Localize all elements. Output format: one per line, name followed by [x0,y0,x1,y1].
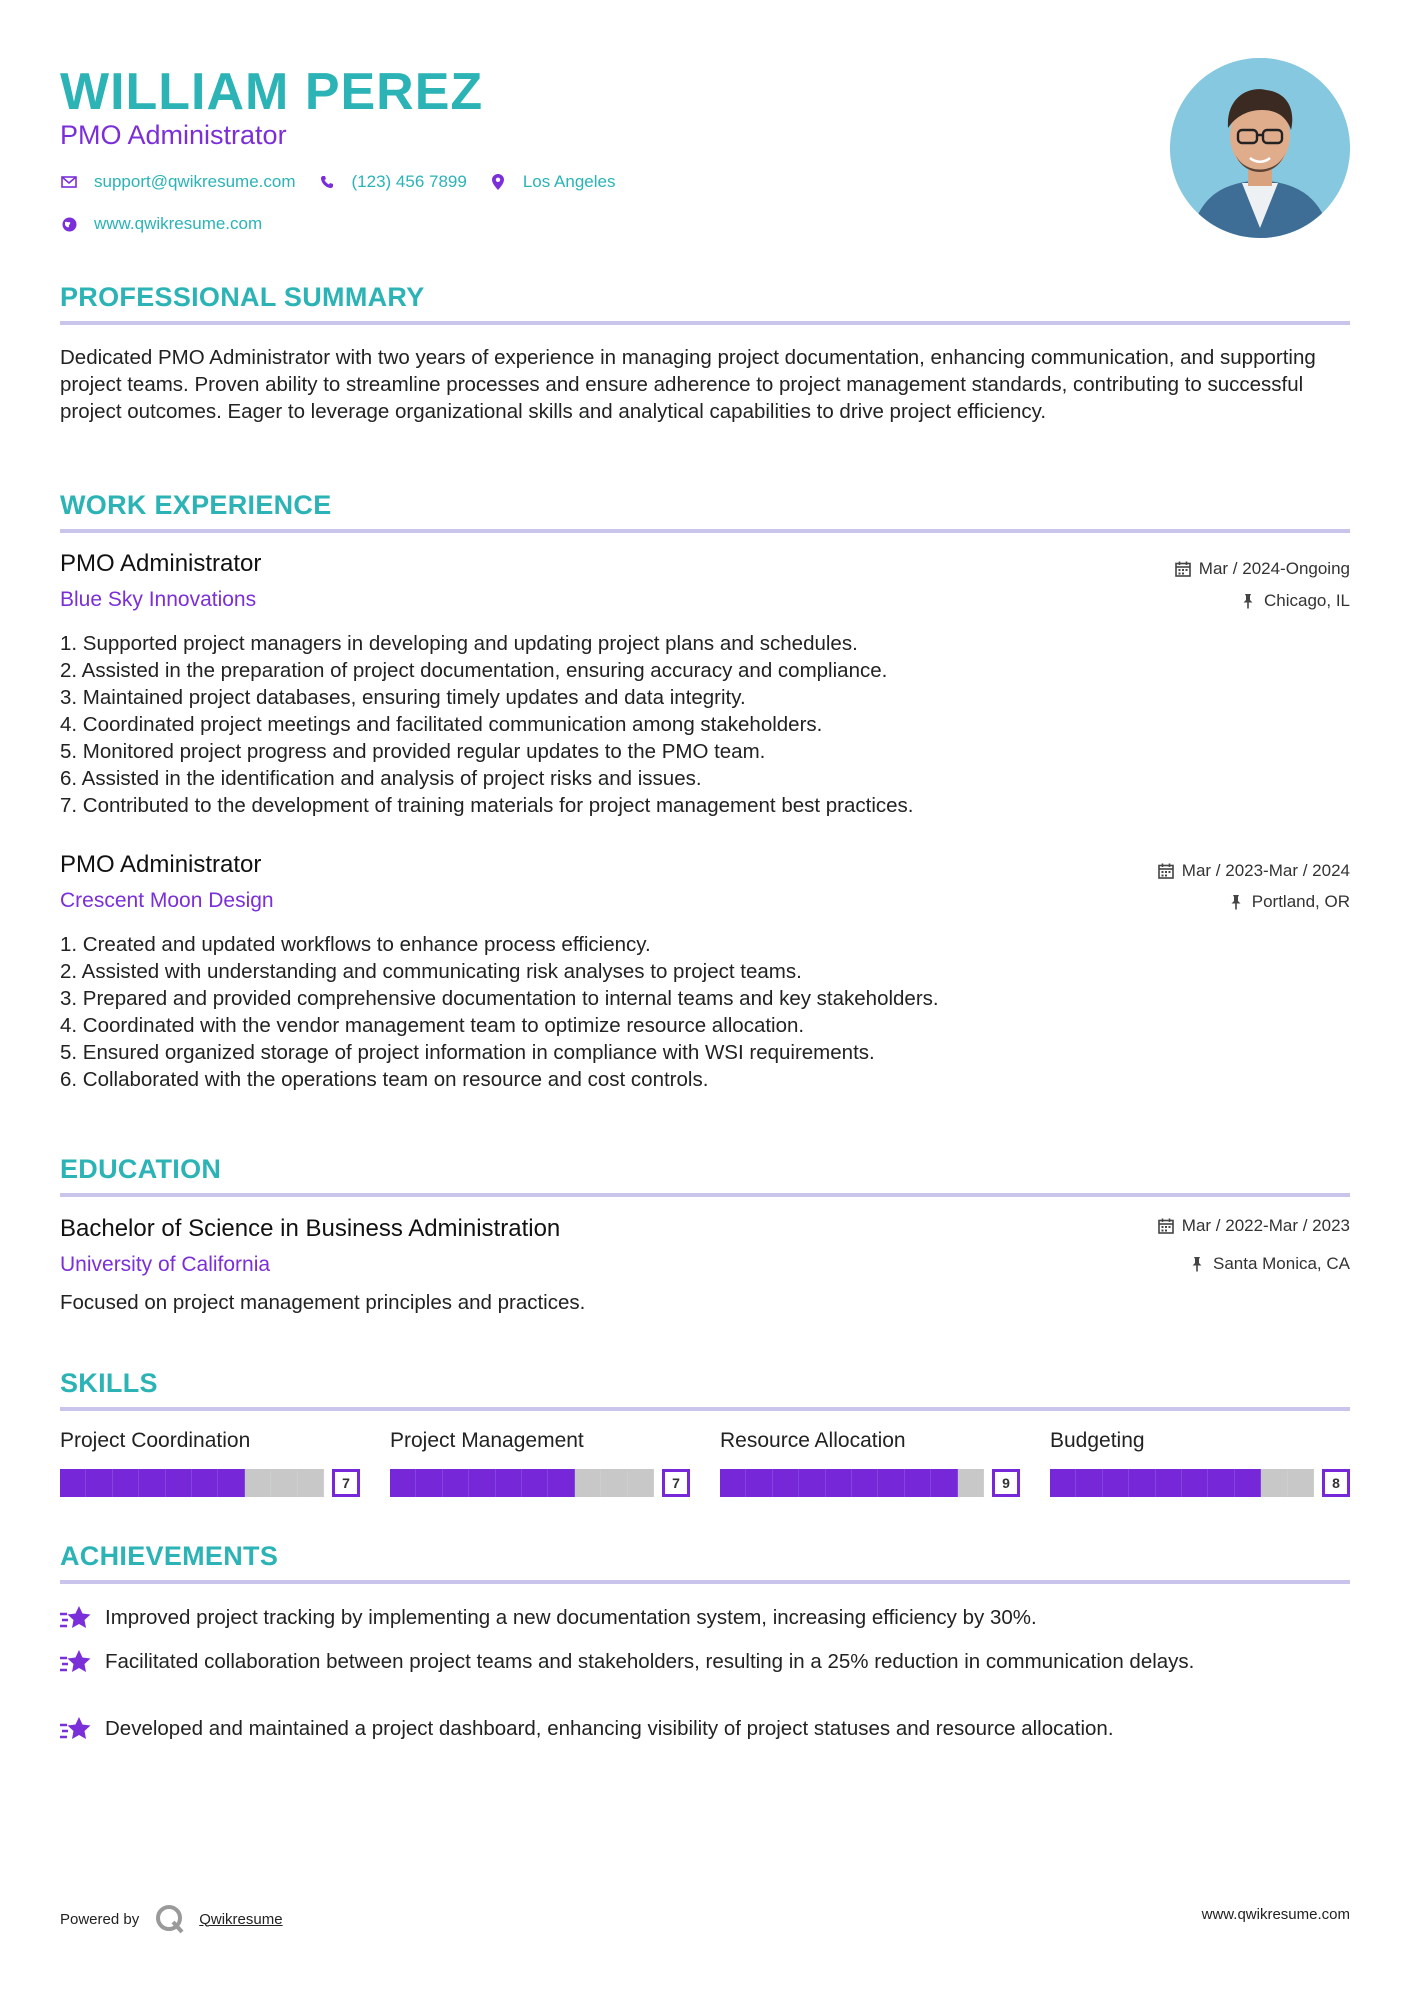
footer-powered-by [60,1904,283,1934]
skill-bar-segment [60,1469,86,1497]
skill-bar [720,1469,1020,1497]
job-2-responsibilities [60,931,939,1093]
candidate-role: PMO Administrator [60,120,287,150]
contact-location [489,172,616,192]
skill-bar-segment [958,1469,984,1497]
job-2-location-text: Portland, OR [1251,892,1350,911]
skill-score: 7 [332,1469,360,1497]
globe-icon [60,215,78,233]
experience-heading: WORK EXPERIENCE [60,490,332,520]
resume-page [60,0,1350,1990]
skill-bar-segment [852,1469,878,1497]
skills-divider [60,1407,1350,1411]
skill-bar-segment [1103,1469,1129,1497]
achievement-text: Facilitated collaboration between project teams and stakeholders, resulting in a 25% reduction in communication delays. [105,1650,1195,1673]
education-dates [1158,1216,1350,1236]
achievement-text: Developed and maintained a project dashboard, enhancing visibility of project statuses and resource allocation. [105,1717,1114,1740]
candidate-name: WILLIAM PEREZ [60,63,484,121]
skill-bar [390,1469,690,1497]
skill-bar-segment [905,1469,931,1497]
skill-bar-segment [245,1469,271,1497]
achievements-divider [60,1580,1350,1584]
skill-label: Resource Allocation [720,1429,906,1452]
skill-label: Project Management [390,1429,584,1452]
star-icon [60,1648,92,1676]
contact-phone[interactable] [318,172,467,192]
job-2-title: PMO Administrator [60,851,262,878]
skill-label: Project Coordination [60,1429,251,1452]
skill-bar-segment [1050,1469,1076,1497]
skill-bar-segment [443,1469,469,1497]
list-item: 3. Maintained project databases, ensuring timely updates and data integrity. [60,686,746,709]
calendar-icon [1175,561,1191,577]
skill-bar-segment [218,1469,244,1497]
job-2-location [1228,892,1350,912]
job-2-dates-text: Mar / 2023-Mar / 2024 [1181,861,1350,880]
pushpin-icon [1240,593,1256,609]
skill-bar-segment [575,1469,601,1497]
phone-icon [318,173,336,191]
skill-bar-segment [799,1469,825,1497]
summary-text: Dedicated PMO Administrator with two years of experience in managing project documentation, enhancing communication, and supporting project teams. Proven ability to streamline processes and ensure adherence to project management standards, contributing to successful project outcomes. Eager to leverage organizational skills and analytical capabilities to drive project efficiency. [60,346,1316,423]
summary-heading: PROFESSIONAL SUMMARY [60,282,425,312]
skill-bar-segment [720,1469,746,1497]
list-item: 7. Contributed to the development of training materials for project management best practices. [60,794,914,817]
qwikresume-logo-icon [155,1904,185,1934]
achievement-item [60,1648,1350,1676]
skill-bar-segment [1288,1469,1314,1497]
contact-email[interactable] [60,172,296,192]
skill-bar-segment [931,1469,957,1497]
skill-project-coordination [60,1429,360,1497]
skill-bar-segment [628,1469,654,1497]
achievements-heading: ACHIEVEMENTS [60,1541,279,1571]
envelope-icon [60,173,78,191]
skill-bar-segment [192,1469,218,1497]
skill-score: 7 [662,1469,690,1497]
skill-bar [60,1469,360,1497]
skill-bar-segment [390,1469,416,1497]
skill-bar-segment [298,1469,324,1497]
job-2-dates [1158,861,1350,881]
list-item: 4. Coordinated project meetings and facilitated communication among stakeholders. [60,713,823,736]
qwikresume-link[interactable]: Qwikresume [199,1910,283,1928]
skill-bar-segment [271,1469,297,1497]
calendar-icon [1158,863,1174,879]
list-item: 5. Monitored project progress and provided regular updates to the PMO team. [60,740,766,763]
contact-row-2 [60,214,284,234]
skill-bar-segment [522,1469,548,1497]
education-dates-text: Mar / 2022-Mar / 2023 [1181,1216,1350,1235]
pushpin-icon [1189,1256,1205,1272]
powered-by-label: Powered by [60,1910,140,1928]
website-text: www.qwikresume.com [94,214,263,233]
education-degree: Bachelor of Science in Business Administration [60,1215,561,1242]
list-item: 2. Assisted with understanding and communicating risk analyses to project teams. [60,960,802,983]
map-pin-icon [489,173,507,191]
summary-divider [60,321,1350,325]
list-item: 5. Ensured organized storage of project information in compliance with WSI requirements. [60,1041,875,1064]
skill-bar-segment [1076,1469,1102,1497]
skill-bar-segment [826,1469,852,1497]
education-heading: EDUCATION [60,1154,222,1184]
skill-bar-segment [548,1469,574,1497]
skill-bar-segment [469,1469,495,1497]
job-1-company: Blue Sky Innovations [60,588,257,611]
star-icon [60,1715,92,1743]
star-icon [60,1604,92,1632]
job-1-dates-text: Mar / 2024-Ongoing [1198,559,1350,578]
skill-bar-segment [139,1469,165,1497]
list-item: 6. Collaborated with the operations team on resource and cost controls. [60,1068,709,1091]
skill-bar-segment [1156,1469,1182,1497]
list-item: 6. Assisted in the identification and analysis of project risks and issues. [60,767,702,790]
skill-budgeting [1050,1429,1350,1497]
job-1-title: PMO Administrator [60,550,262,577]
profile-photo [1170,58,1350,238]
skill-bar-segment [601,1469,627,1497]
skill-score: 8 [1322,1469,1350,1497]
footer-website[interactable]: www.qwikresume.com [1201,1906,1350,1923]
achievement-item [60,1715,1350,1743]
job-1-responsibilities [60,630,913,819]
contact-row [60,172,637,192]
contact-website[interactable] [60,214,262,234]
skill-label: Budgeting [1050,1429,1145,1452]
skill-bar-segment [1129,1469,1155,1497]
education-location [1189,1254,1350,1274]
pushpin-icon [1228,894,1244,910]
achievement-item [60,1604,1350,1632]
education-divider [60,1193,1350,1197]
list-item: 3. Prepared and provided comprehensive documentation to internal teams and key stakeholders. [60,987,939,1010]
job-1-location-text: Chicago, IL [1264,591,1350,610]
education-school: University of California [60,1253,271,1276]
list-item: 1. Supported project managers in developing and updating project plans and schedules. [60,632,858,655]
list-item: 4. Coordinated with the vendor management team to optimize resource allocation. [60,1014,805,1037]
job-1-location [1240,591,1350,611]
list-item: 2. Assisted in the preparation of project documentation, ensuring accuracy and compliance. [60,659,888,682]
job-2-company: Crescent Moon Design [60,889,274,912]
skill-bar-segment [166,1469,192,1497]
skill-bar-segment [1208,1469,1234,1497]
skill-bar [1050,1469,1350,1497]
skill-bar-segment [746,1469,772,1497]
skill-bar-segment [496,1469,522,1497]
phone-text: (123) 456 7899 [351,172,467,191]
skill-bar-segment [86,1469,112,1497]
calendar-icon [1158,1218,1174,1234]
skill-bar-segment [1235,1469,1261,1497]
skill-score: 9 [992,1469,1020,1497]
skill-bar-segment [416,1469,442,1497]
skill-bar-segment [773,1469,799,1497]
education-description: Focused on project management principles and practices. [60,1291,586,1314]
skills-heading: SKILLS [60,1368,158,1398]
skill-resource-allocation [720,1429,1020,1497]
list-item: 1. Created and updated workflows to enhance process efficiency. [60,933,651,956]
skill-bar-segment [1182,1469,1208,1497]
skill-bar-segment [878,1469,904,1497]
job-1-dates [1175,559,1350,579]
email-text: support@qwikresume.com [94,172,296,191]
skill-project-management [390,1429,690,1497]
achievement-text: Improved project tracking by implementing a new documentation system, increasing efficiency by 30%. [105,1606,1037,1629]
location-text: Los Angeles [522,172,616,191]
skill-bar-segment [113,1469,139,1497]
experience-divider [60,529,1350,533]
education-location-text: Santa Monica, CA [1212,1254,1350,1273]
skill-bar-segment [1261,1469,1287,1497]
